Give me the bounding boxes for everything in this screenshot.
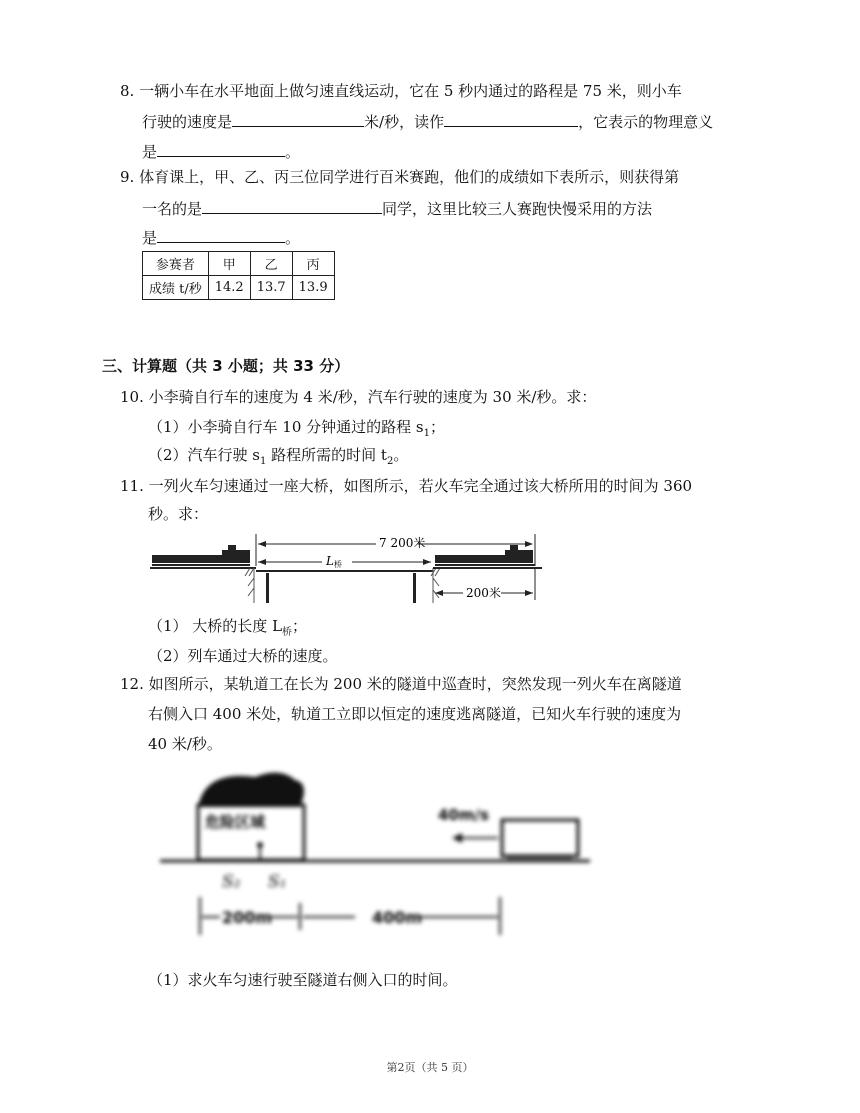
q10-sub-1 bbox=[148, 416, 445, 445]
q10-line-1: 10. 小李骑自行车的速度为 4 米/秒，汽车行驶的速度为 30 米/秒。求： bbox=[120, 388, 597, 406]
answer-blank[interactable] bbox=[157, 226, 285, 243]
answer-blank[interactable] bbox=[157, 140, 285, 157]
q10-sub1-end: ； bbox=[430, 418, 446, 436]
table-header-cell: 乙 bbox=[250, 252, 292, 276]
page-footer: 第2页（共 5 页） bbox=[386, 1061, 474, 1074]
q10-sub2-end: 。 bbox=[393, 446, 409, 464]
q10-sub2-text-b: 路程所需的时间 t bbox=[266, 446, 387, 464]
train-left bbox=[152, 545, 250, 565]
s1-label: S₁ bbox=[268, 872, 287, 892]
q9-text-a: 一名的是 bbox=[142, 200, 203, 218]
q11-sub-2: （2）列车通过大桥的速度。 bbox=[148, 647, 338, 665]
q8-line-3 bbox=[142, 140, 300, 163]
section-title: 三、计算题（共 3 小题；共 33 分） bbox=[102, 357, 350, 375]
q10-sub1-text: （1）小李骑自行车 10 分钟通过的路程 s bbox=[148, 418, 424, 436]
q9-line-2 bbox=[142, 197, 652, 220]
q8-text-e: 。 bbox=[285, 143, 301, 161]
speed-label: 40m/s bbox=[438, 806, 489, 824]
q11-line-1: 11. 一列火车匀速通过一座大桥，如图所示，若火车完全通过该大桥所用的时间为 360 bbox=[120, 477, 693, 495]
answer-blank[interactable] bbox=[202, 197, 382, 214]
s2-label: S₂ bbox=[222, 872, 241, 892]
q11-sub-1 bbox=[148, 615, 307, 644]
q9-text-d: 。 bbox=[285, 229, 301, 247]
q12-line-1: 12. 如图所示，某轨道工在长为 200 米的隧道中巡查时，突然发现一列火车在离隧道 bbox=[120, 675, 682, 693]
tunnel-label: 危险区域 bbox=[205, 813, 266, 831]
train-length-label: 200米 bbox=[466, 586, 501, 600]
table-row-label: 成绩 t/秒 bbox=[143, 276, 209, 300]
q11-sub1-text: （1） 大桥的长度 L bbox=[148, 617, 283, 635]
q9-text-b: 同学，这里比较三人赛跑快慢采用的方法 bbox=[382, 200, 653, 218]
bridge-figure bbox=[150, 528, 545, 608]
q9-text-c: 是 bbox=[142, 229, 158, 247]
subscript: 桥 bbox=[282, 627, 293, 638]
table-row bbox=[143, 252, 335, 276]
table-header-cell: 甲 bbox=[208, 252, 250, 276]
q10-sub2-text: （2）汽车行驶 s bbox=[148, 446, 261, 464]
q8-line-1: 8. 一辆小车在水平地面上做匀速直线运动，它在 5 秒内通过的路程是 75 米，则小车 bbox=[120, 82, 682, 100]
tunnel-mound bbox=[198, 773, 304, 807]
train-right bbox=[435, 545, 535, 565]
q11-line-2: 秒。求： bbox=[148, 505, 209, 523]
dist-400-label: 400m bbox=[372, 908, 423, 927]
table-header-cell: 丙 bbox=[292, 252, 334, 276]
answer-blank[interactable] bbox=[444, 110, 578, 127]
table-cell: 13.7 bbox=[250, 276, 292, 300]
q8-text-c: ，它表示的物理意义 bbox=[578, 113, 714, 131]
score-table bbox=[142, 251, 335, 300]
table-row bbox=[143, 276, 335, 300]
q12-line-3: 40 米/秒。 bbox=[148, 735, 222, 753]
q8-text-a: 行驶的速度是 bbox=[142, 113, 233, 131]
q11-sub1-end: ； bbox=[292, 617, 308, 635]
subscript: 2 bbox=[386, 456, 394, 467]
q10-sub-2 bbox=[148, 444, 408, 473]
q9-line-1: 9. 体育课上，甲、乙、丙三位同学进行百米赛跑，他们的成绩如下表所示，则获得第 bbox=[120, 168, 680, 186]
train-car bbox=[502, 820, 578, 856]
q8-text-d: 是 bbox=[142, 143, 158, 161]
subscript: 1 bbox=[423, 428, 431, 439]
q8-text-b: 米/秒，读作 bbox=[364, 113, 445, 131]
q12-line-2: 右侧入口 400 米处，轨道工立即以恒定的速度逃离隧道，已知火车行驶的速度为 bbox=[148, 705, 682, 723]
arrow-left-icon bbox=[452, 833, 462, 843]
tunnel-figure bbox=[160, 765, 590, 940]
table-cell: 13.9 bbox=[292, 276, 334, 300]
table-cell: 14.2 bbox=[208, 276, 250, 300]
q12-sub-1: （1）求火车匀速行驶至隧道右侧入口的时间。 bbox=[148, 971, 458, 989]
table-header-cell: 参赛者 bbox=[143, 252, 209, 276]
dist-200-label: 200m bbox=[222, 908, 273, 927]
answer-blank[interactable] bbox=[232, 110, 364, 127]
q8-line-2 bbox=[142, 110, 713, 133]
q9-line-3 bbox=[142, 226, 300, 249]
subscript: 1 bbox=[260, 456, 267, 467]
bridge-length-label: L桥 bbox=[326, 554, 342, 569]
total-length-label: 7 200米 bbox=[379, 536, 426, 550]
